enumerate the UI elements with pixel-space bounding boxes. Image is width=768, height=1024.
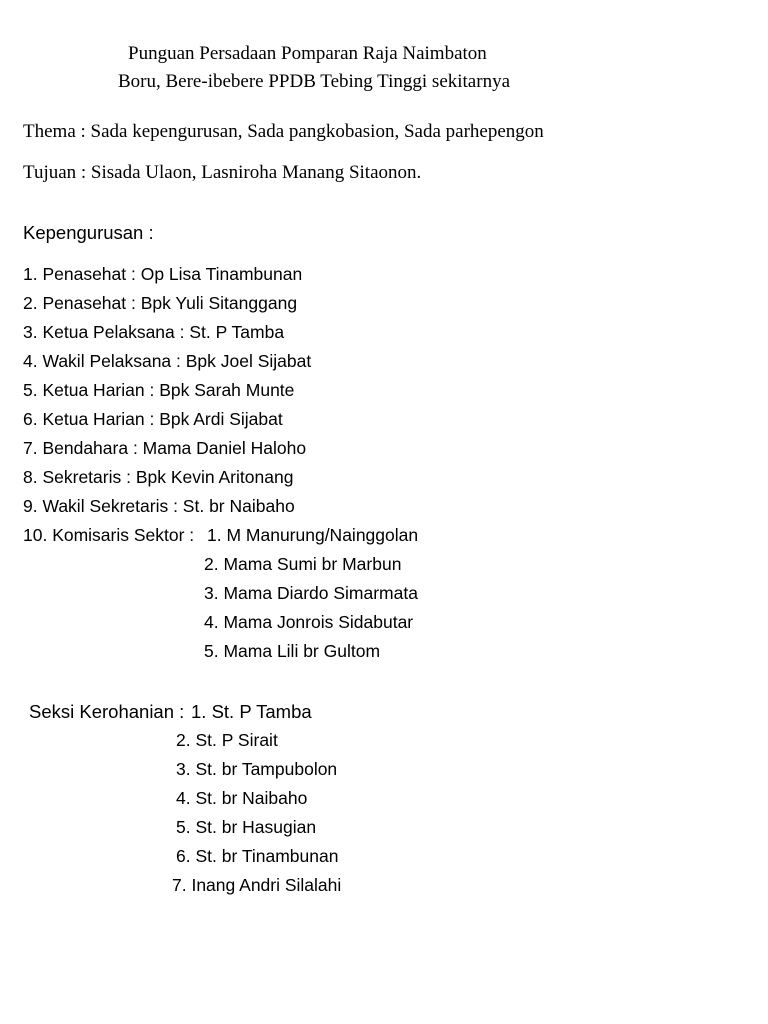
seksi-label: Seksi Kerohanian : bbox=[29, 701, 185, 722]
tujuan-line: Tujuan : Sisada Ulaon, Lasniroha Manang Sitaonon. bbox=[23, 162, 422, 183]
list-item: 5. Ketua Harian : Bpk Sarah Munte bbox=[23, 380, 295, 400]
list-item: 5. Mama Lili br Gultom bbox=[204, 641, 381, 661]
list-item: 1. St. P Tamba bbox=[191, 701, 312, 722]
document-title-line-1: Punguan Persadaan Pomparan Raja Naimbaton bbox=[128, 43, 487, 64]
list-item: 5. St. br Hasugian bbox=[176, 817, 317, 837]
list-item: 6. Ketua Harian : Bpk Ardi Sijabat bbox=[23, 409, 283, 429]
list-item: 3. St. br Tampubolon bbox=[176, 759, 338, 779]
list-item: 7. Bendahara : Mama Daniel Haloho bbox=[23, 438, 307, 458]
list-item: 2. Mama Sumi br Marbun bbox=[204, 554, 402, 574]
list-item: 8. Sekretaris : Bpk Kevin Aritonang bbox=[23, 467, 294, 487]
list-item: 2. St. P Sirait bbox=[176, 730, 278, 750]
thema-line: Thema : Sada kepengurusan, Sada pangkobasion, Sada parhepengon bbox=[23, 121, 544, 142]
kepengurusan-heading: Kepengurusan : bbox=[23, 222, 154, 243]
list-item: 7. Inang Andri Silalahi bbox=[172, 875, 342, 895]
list-item: 4. St. br Naibaho bbox=[176, 788, 308, 808]
komisaris-label: 10. Komisaris Sektor : bbox=[23, 525, 195, 545]
list-item: 4. Mama Jonrois Sidabutar bbox=[204, 612, 414, 632]
list-item: 1. Penasehat : Op Lisa Tinambunan bbox=[23, 264, 303, 284]
list-item: 2. Penasehat : Bpk Yuli Sitanggang bbox=[23, 293, 298, 313]
list-item: 1. M Manurung/Nainggolan bbox=[207, 525, 419, 545]
list-item: 4. Wakil Pelaksana : Bpk Joel Sijabat bbox=[23, 351, 312, 371]
list-item: 9. Wakil Sekretaris : St. br Naibaho bbox=[23, 496, 295, 516]
list-item: 6. St. br Tinambunan bbox=[176, 846, 339, 866]
list-item: 3. Mama Diardo Simarmata bbox=[204, 583, 418, 603]
document-title-line-2: Boru, Bere-ibebere PPDB Tebing Tinggi sekitarnya bbox=[118, 71, 511, 92]
list-item: 3. Ketua Pelaksana : St. P Tamba bbox=[23, 322, 285, 342]
